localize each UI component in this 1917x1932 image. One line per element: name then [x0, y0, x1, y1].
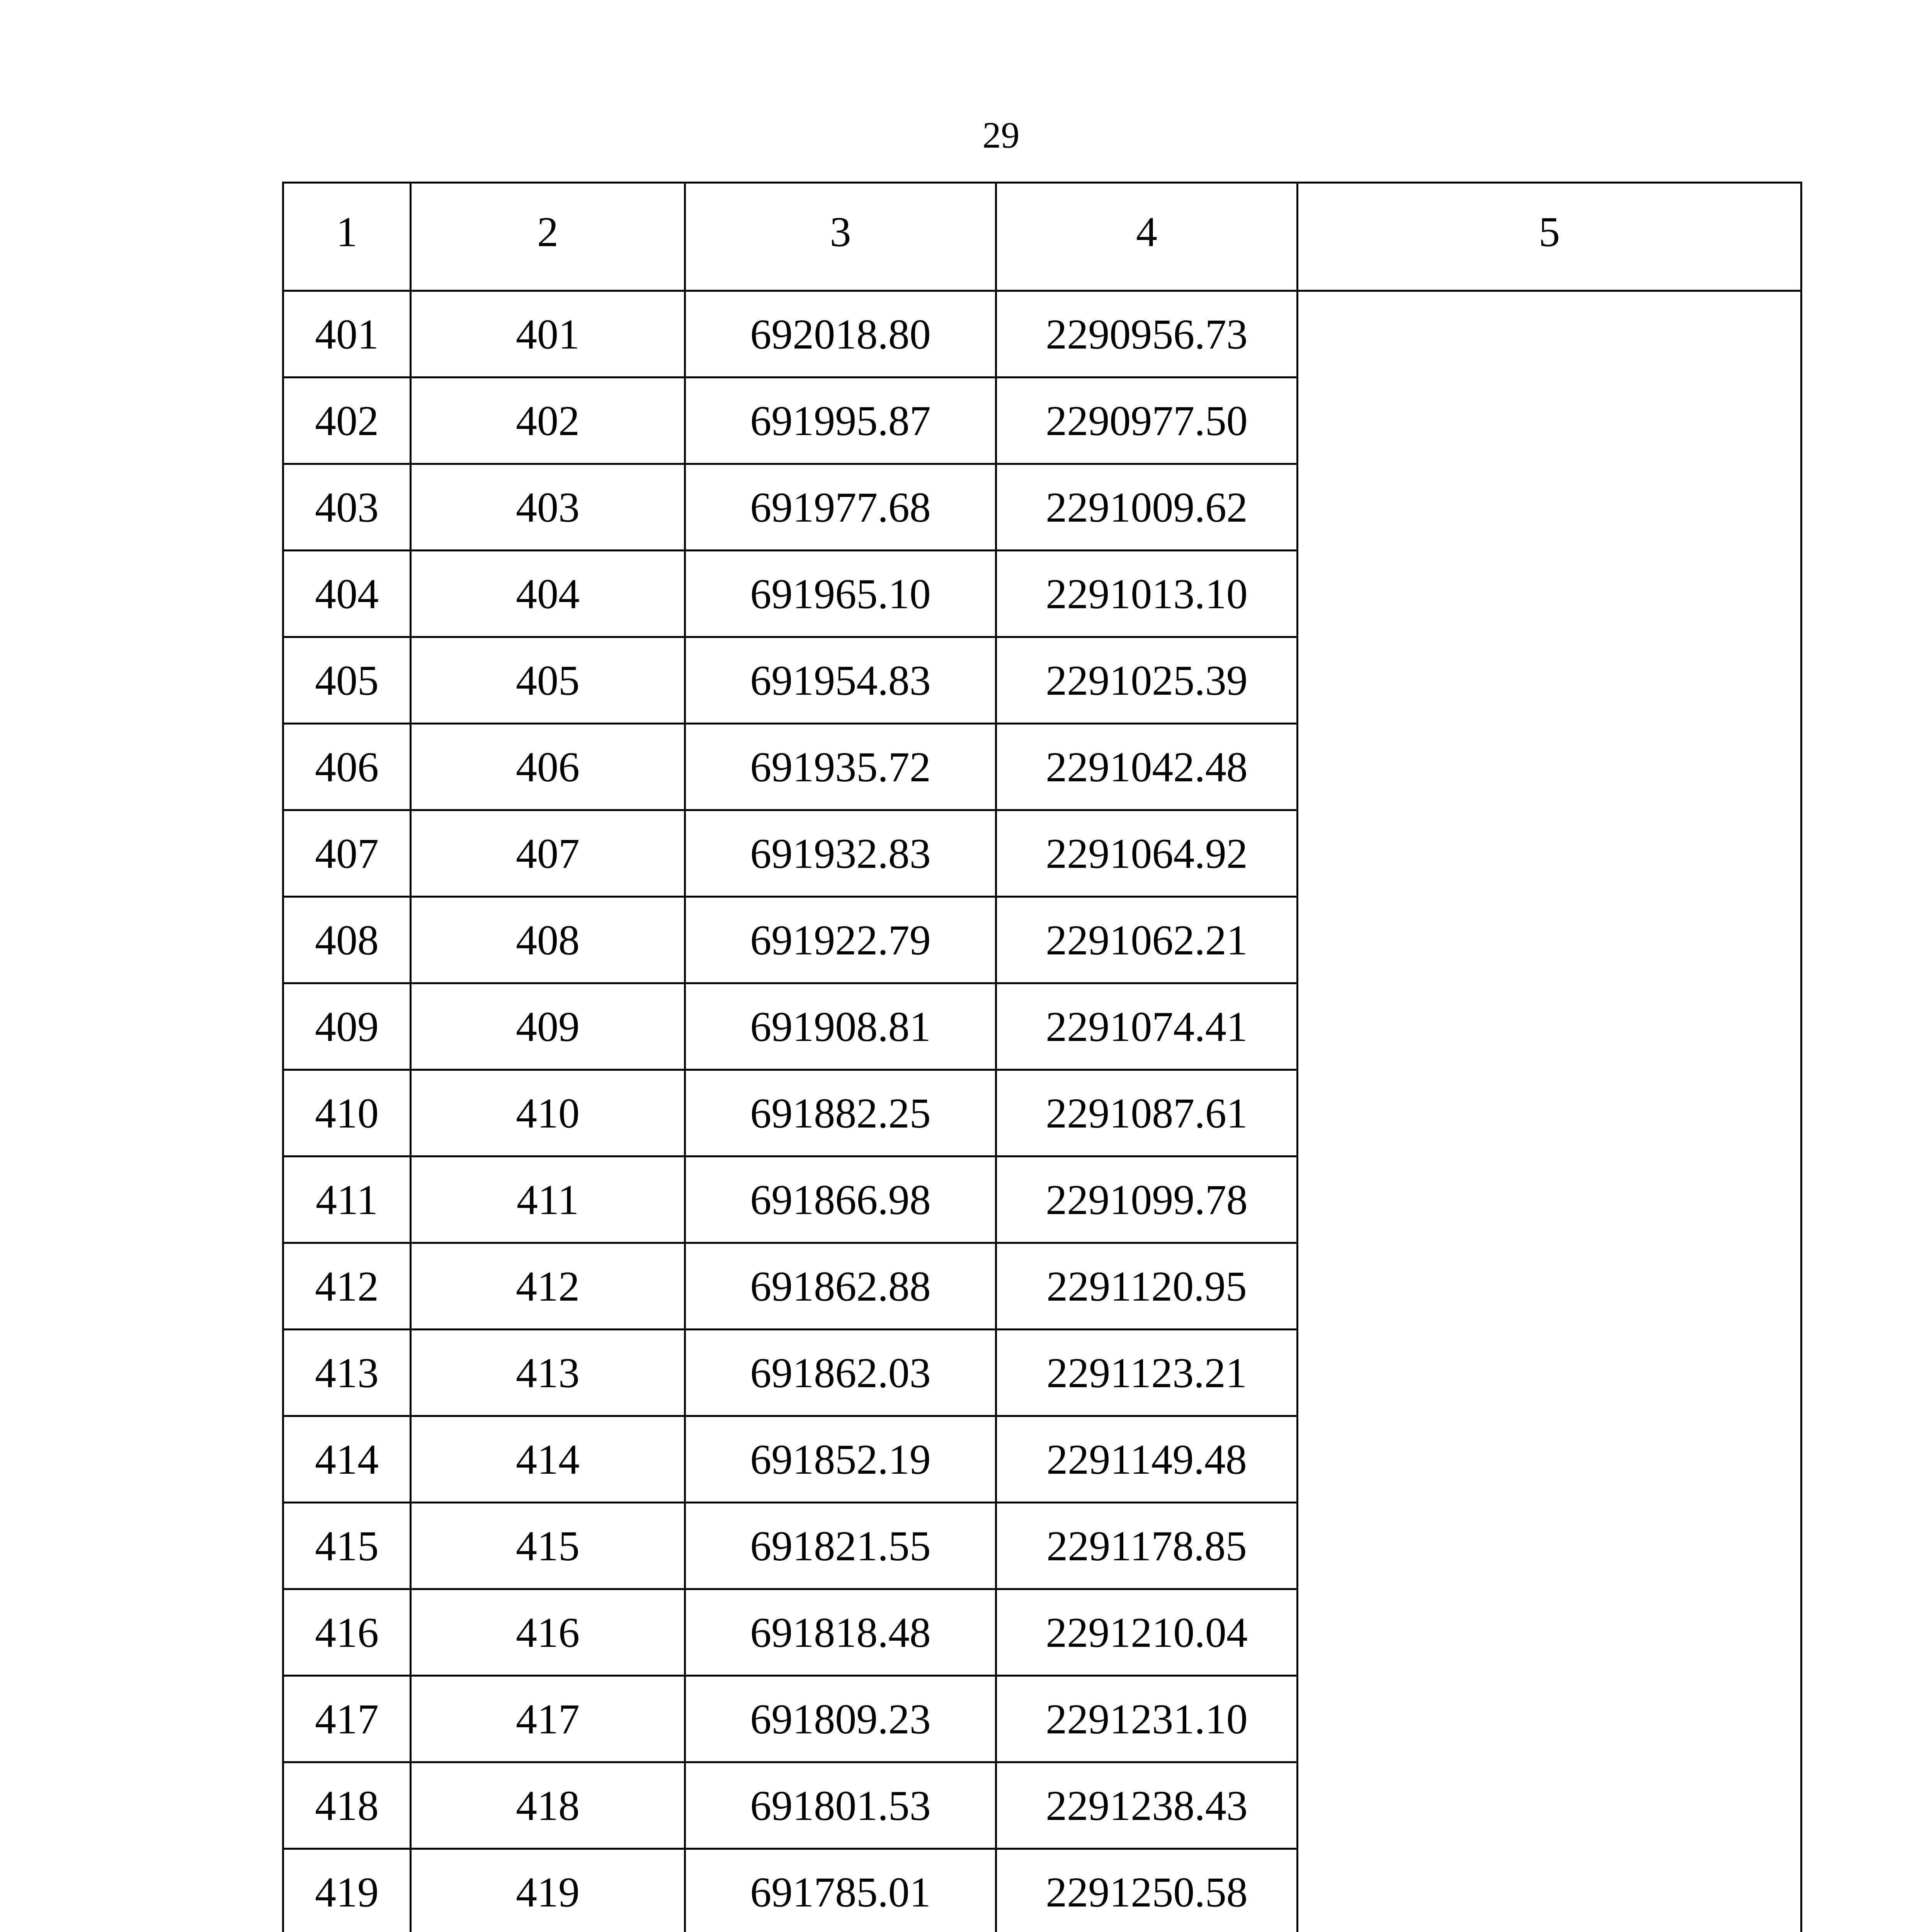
table-cell: 401 [411, 291, 685, 378]
table-cell: 691862.88 [685, 1243, 996, 1330]
table-cell: 407 [411, 810, 685, 897]
table-cell: 691818.48 [685, 1589, 996, 1676]
table-cell: 2291210.04 [996, 1589, 1298, 1676]
table-cell: 2291178.85 [996, 1503, 1298, 1589]
table-cell: 2291042.48 [996, 724, 1298, 810]
table-cell: 408 [411, 897, 685, 983]
table-cell: 691785.01 [685, 1849, 996, 1932]
table-cell: 409 [411, 983, 685, 1070]
remarks-cell [1298, 291, 1801, 1932]
table-cell: 691852.19 [685, 1416, 996, 1503]
table-cell: 2291120.95 [996, 1243, 1298, 1330]
table-cell: 691809.23 [685, 1676, 996, 1762]
table-cell: 691908.81 [685, 983, 996, 1070]
table-cell: 2290956.73 [996, 291, 1298, 378]
table-cell: 2291250.58 [996, 1849, 1298, 1932]
table-cell: 419 [411, 1849, 685, 1932]
table-cell: 417 [283, 1676, 411, 1762]
table-cell: 414 [411, 1416, 685, 1503]
table-row [283, 291, 1801, 378]
table-cell: 2291025.39 [996, 637, 1298, 724]
table-cell: 691882.25 [685, 1070, 996, 1156]
table-cell: 408 [283, 897, 411, 983]
table-cell: 2291013.10 [996, 551, 1298, 637]
table-cell: 403 [283, 464, 411, 551]
table-cell: 2291087.61 [996, 1070, 1298, 1156]
table-cell: 417 [411, 1676, 685, 1762]
table-cell: 691866.98 [685, 1156, 996, 1243]
table-cell: 405 [411, 637, 685, 724]
table-header-row [283, 183, 1801, 291]
table-cell: 691977.68 [685, 464, 996, 551]
table-cell: 2291009.62 [996, 464, 1298, 551]
table-cell: 691922.79 [685, 897, 996, 983]
table-cell: 2291062.21 [996, 897, 1298, 983]
table-cell: 401 [283, 291, 411, 378]
table-cell: 407 [283, 810, 411, 897]
table-cell: 691932.83 [685, 810, 996, 897]
table-cell: 416 [411, 1589, 685, 1676]
table-cell: 691965.10 [685, 551, 996, 637]
table-cell: 691935.72 [685, 724, 996, 810]
table-cell: 406 [411, 724, 685, 810]
table-cell: 418 [283, 1762, 411, 1849]
table-cell: 2291074.41 [996, 983, 1298, 1070]
table-cell: 406 [283, 724, 411, 810]
table-cell: 691954.83 [685, 637, 996, 724]
coordinates-table [282, 182, 1802, 1932]
table-cell: 419 [283, 1849, 411, 1932]
table-cell: 413 [283, 1330, 411, 1416]
table-cell: 691801.53 [685, 1762, 996, 1849]
table-cell: 412 [411, 1243, 685, 1330]
table-cell: 691862.03 [685, 1330, 996, 1416]
table-cell: 416 [283, 1589, 411, 1676]
table-cell: 691995.87 [685, 378, 996, 464]
table-cell: 2291123.21 [996, 1330, 1298, 1416]
table-cell: 2291231.10 [996, 1676, 1298, 1762]
table-cell: 2290977.50 [996, 378, 1298, 464]
table-cell: 404 [411, 551, 685, 637]
table-cell: 411 [283, 1156, 411, 1243]
table-cell: 2291099.78 [996, 1156, 1298, 1243]
table-cell: 410 [283, 1070, 411, 1156]
column-header: 4 [996, 183, 1298, 291]
table-cell: 402 [283, 378, 411, 464]
column-header: 3 [685, 183, 996, 291]
table-cell: 402 [411, 378, 685, 464]
table-cell: 412 [283, 1243, 411, 1330]
column-header: 2 [411, 183, 685, 291]
table-cell: 410 [411, 1070, 685, 1156]
table-cell: 409 [283, 983, 411, 1070]
table-cell: 415 [283, 1503, 411, 1589]
table-cell: 405 [283, 637, 411, 724]
table-cell: 403 [411, 464, 685, 551]
column-header: 1 [283, 183, 411, 291]
table-cell: 692018.80 [685, 291, 996, 378]
table-cell: 415 [411, 1503, 685, 1589]
table-cell: 418 [411, 1762, 685, 1849]
column-header: 5 [1298, 183, 1801, 291]
table-cell: 2291149.48 [996, 1416, 1298, 1503]
table-cell: 2291064.92 [996, 810, 1298, 897]
page-number: 29 [982, 114, 1020, 156]
table-cell: 413 [411, 1330, 685, 1416]
table-cell: 414 [283, 1416, 411, 1503]
table-cell: 691821.55 [685, 1503, 996, 1589]
table-cell: 411 [411, 1156, 685, 1243]
table-cell: 2291238.43 [996, 1762, 1298, 1849]
table-cell: 404 [283, 551, 411, 637]
